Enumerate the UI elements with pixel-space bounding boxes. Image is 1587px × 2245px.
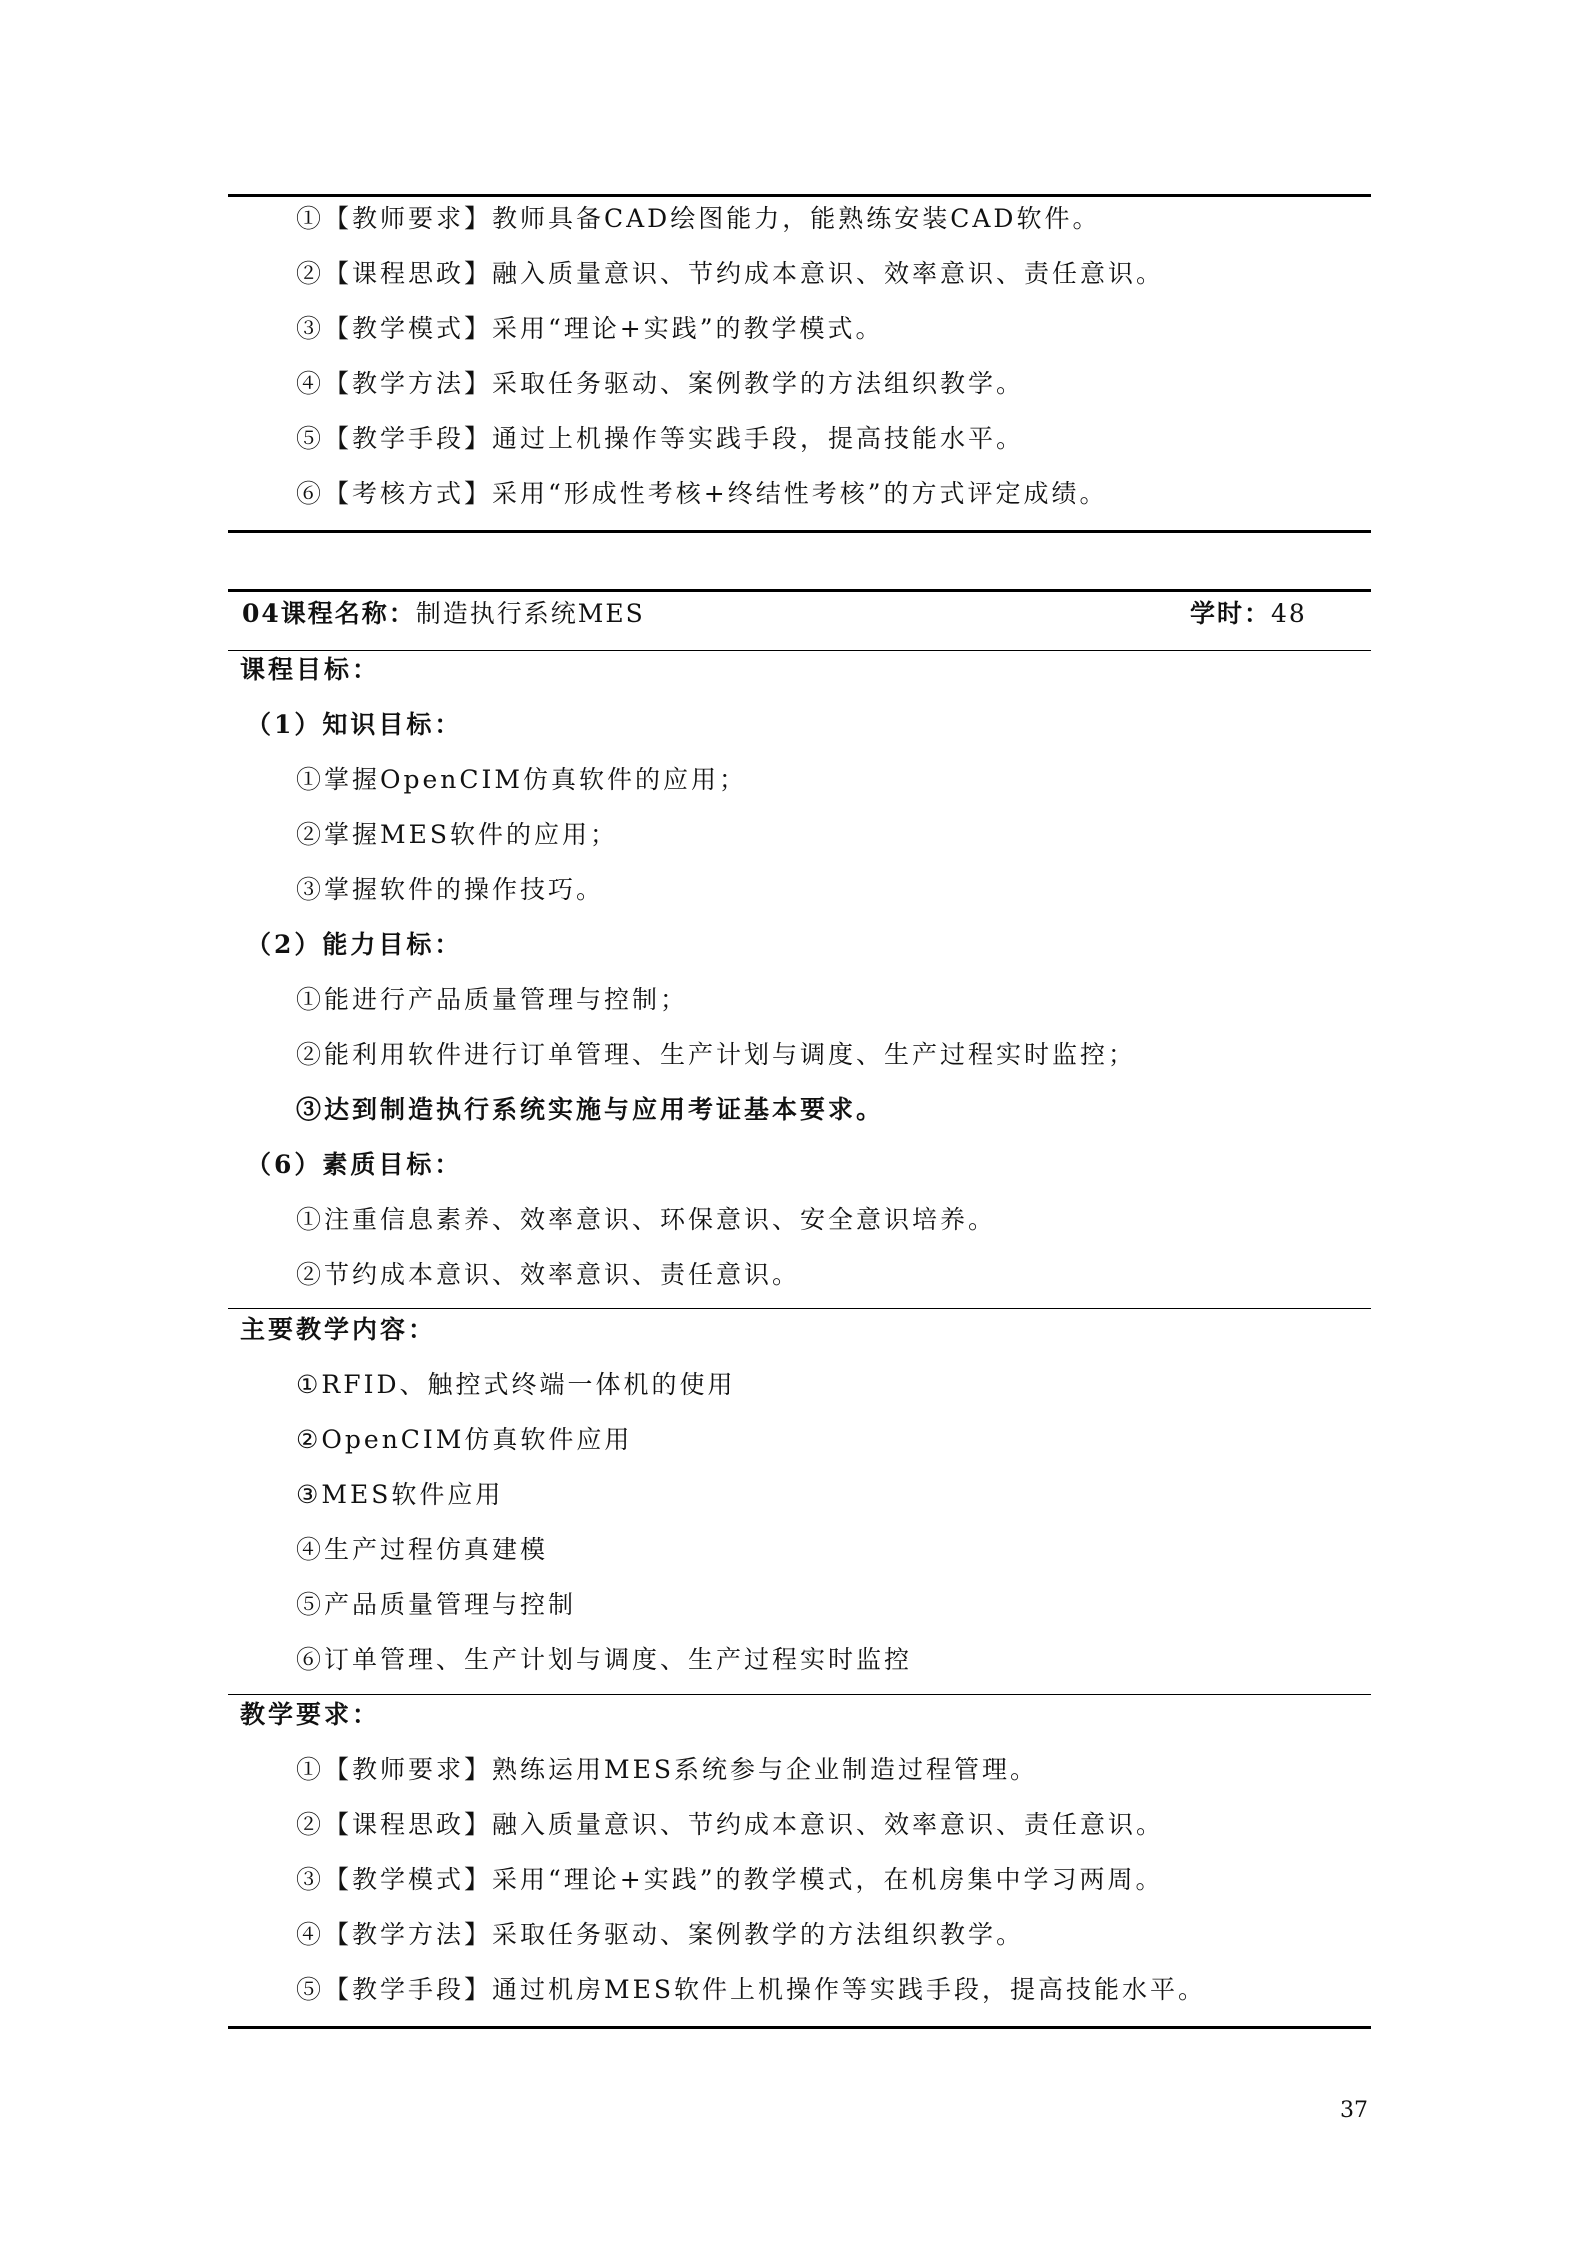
page-number: 37 [1340, 2098, 1368, 2123]
knowledge-item: ③掌握软件的操作技巧。 [296, 875, 605, 904]
knowledge-item: ②掌握MES软件的应用； [296, 820, 618, 849]
section-end-rule [228, 530, 1371, 533]
ability-item: ②能利用软件进行订单管理、生产计划与调度、生产过程实时监控； [296, 1040, 1137, 1069]
course-top-rule [228, 589, 1371, 592]
requirement-item: ⑤【教学手段】通过机房MES软件上机操作等实践手段，提高技能水平。 [296, 1975, 1206, 2004]
requirements-title: 教学要求： [240, 1700, 381, 1729]
knowledge-item: ①掌握OpenCIM仿真软件的应用； [296, 765, 747, 794]
requirement-item: ②【课程思政】融入质量意识、节约成本意识、效率意识、责任意识。 [296, 259, 1165, 288]
ability-item: ①能进行产品质量管理与控制； [296, 985, 689, 1014]
row-rule [228, 1694, 1371, 1695]
course-name-row [242, 598, 645, 630]
row-rule [228, 650, 1371, 651]
requirement-item: ⑤【教学手段】通过上机操作等实践手段，提高技能水平。 [296, 424, 1025, 453]
top-rule [228, 194, 1371, 197]
content-title: 主要教学内容： [240, 1315, 437, 1344]
requirement-item: ②【课程思政】融入质量意识、节约成本意识、效率意识、责任意识。 [296, 1810, 1165, 1839]
row-rule [228, 1308, 1371, 1309]
content-item: ①RFID、触控式终端一体机的使用 [296, 1370, 736, 1399]
requirement-item: ⑥【考核方式】采用“形成性考核+终结性考核”的方式评定成绩。 [296, 479, 1108, 508]
content-item: ⑥订单管理、生产计划与调度、生产过程实时监控 [296, 1645, 913, 1674]
course-hours-value: 48 [1271, 599, 1307, 628]
requirement-item: ④【教学方法】采取任务驱动、案例教学的方法组织教学。 [296, 369, 1025, 398]
quality-item: ②节约成本意识、效率意识、责任意识。 [296, 1260, 801, 1289]
content-item: ③MES软件应用 [296, 1480, 504, 1509]
content-item: ④生产过程仿真建模 [296, 1535, 549, 1564]
knowledge-title: （1）知识目标： [246, 710, 463, 739]
course-hours-label: 学时： [1190, 599, 1272, 628]
requirement-item: ③【教学模式】采用“理论+实践”的教学模式，在机房集中学习两周。 [296, 1865, 1164, 1894]
requirement-item: ①【教师要求】熟练运用MES系统参与企业制造过程管理。 [296, 1755, 1038, 1784]
content-item: ②OpenCIM仿真软件应用 [296, 1425, 633, 1454]
requirement-item: ③【教学模式】采用“理论+实践”的教学模式。 [296, 314, 884, 343]
course-bottom-rule [228, 2026, 1371, 2029]
course-name: 制造执行系统MES [415, 599, 645, 628]
goals-title: 课程目标： [240, 655, 381, 684]
ability-title: （2）能力目标： [246, 930, 463, 959]
quality-item: ①注重信息素养、效率意识、环保意识、安全意识培养。 [296, 1205, 997, 1234]
content-item: ⑤产品质量管理与控制 [296, 1590, 577, 1619]
ability-item: ③达到制造执行系统实施与应用考证基本要求。 [296, 1095, 885, 1124]
quality-title: （6）素质目标： [246, 1150, 463, 1179]
course-name-label: 04课程名称： [242, 599, 416, 628]
course-hours [1190, 598, 1307, 630]
requirement-item: ④【教学方法】采取任务驱动、案例教学的方法组织教学。 [296, 1920, 1025, 1949]
requirement-item: ①【教师要求】教师具备CAD绘图能力，能熟练安装CAD软件。 [296, 204, 1101, 233]
